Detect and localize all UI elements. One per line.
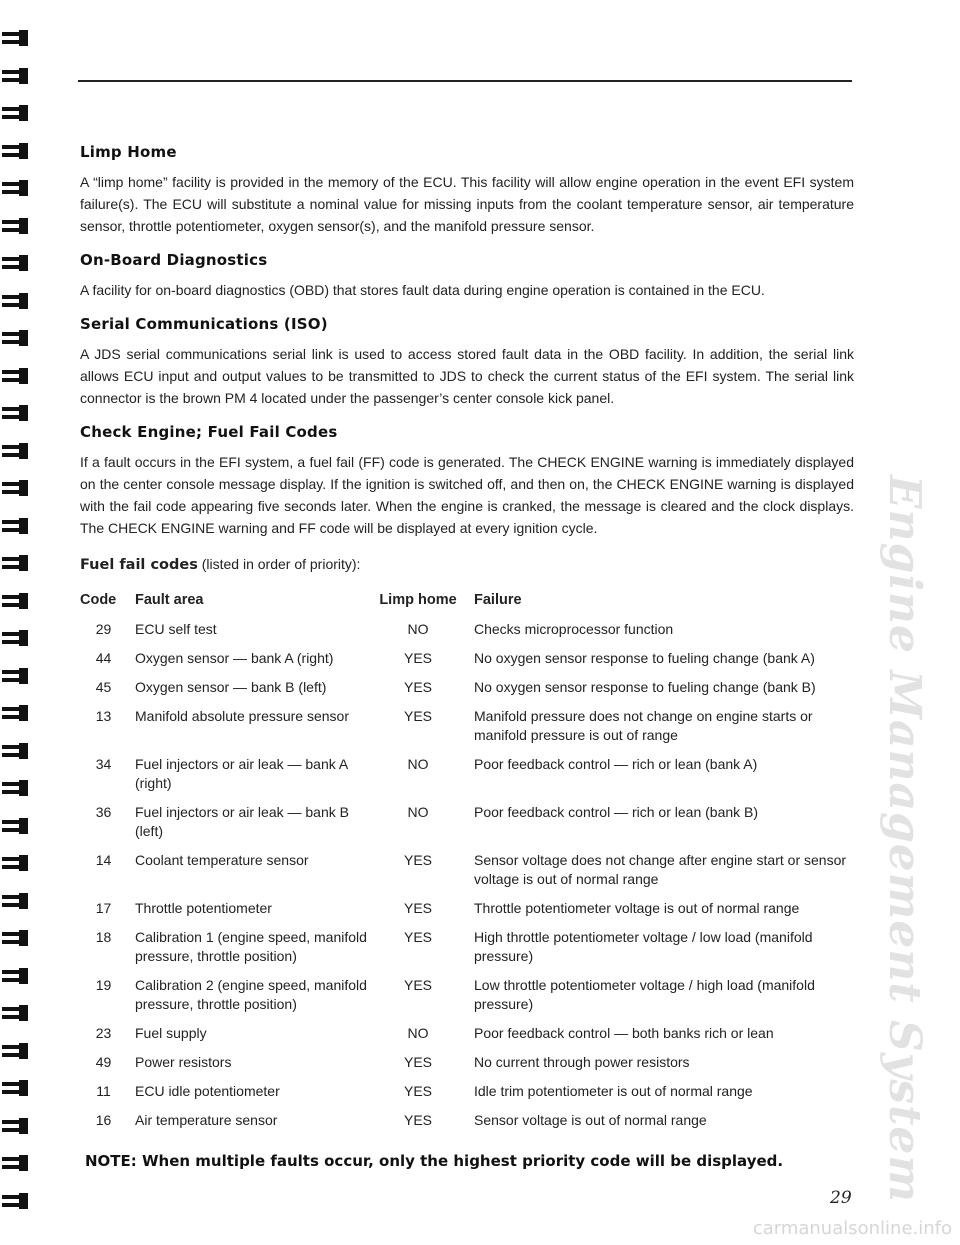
side-title xyxy=(872,475,932,1203)
limp-home-value: YES xyxy=(403,900,432,916)
section-body-serial: A JDS serial communications serial link is used to access stored fault data in the OBD facility. In addition, the serial link allows ECU input and output values to be transmitted to JDS to check the current status of the EFI system. The serial link connector is the brown PM 4 located under the passenger’s center console kick panel. xyxy=(80,346,854,406)
fault-code: 49 xyxy=(95,1054,112,1070)
table-row xyxy=(80,899,854,918)
table-header xyxy=(80,586,854,614)
fault-area: Coolant temperature sensor xyxy=(135,852,309,868)
section-body-obd: A facility for on-board diagnostics (OBD) that stores fault data during engine operation is contained in the ECU. xyxy=(80,282,765,298)
binding-mark xyxy=(2,1080,30,1096)
failure-description: Sensor voltage does not change after engine start or sensor voltage is out of normal range xyxy=(474,852,847,887)
binding-mark xyxy=(2,930,30,946)
fault-area: Air temperature sensor xyxy=(135,1112,278,1128)
binding-mark xyxy=(2,255,30,271)
limp-home-value: NO xyxy=(407,621,429,637)
header-limp-home: Limp home xyxy=(379,591,457,608)
table-row xyxy=(80,928,854,966)
binding-mark xyxy=(2,480,30,496)
table-row xyxy=(80,976,854,1014)
limp-home-value: YES xyxy=(403,977,432,993)
section-body-limp-home: A “limp home” facility is provided in the memory of the ECU. This facility will allow engine operation in the event EFI system failure(s). The ECU will substitute a nominal value for missing inputs from the coolant temperature sensor, air temperature sensor, throttle potentiometer, oxygen sensor(s), and the manifold pressure sensor. xyxy=(80,174,854,234)
limp-home-value: YES xyxy=(403,708,432,724)
failure-description: Sensor voltage is out of normal range xyxy=(474,1112,707,1128)
failure-description: Poor feedback control — both banks rich or lean xyxy=(474,1025,774,1041)
binding-mark xyxy=(2,30,30,46)
binding-mark xyxy=(2,743,30,759)
binding-mark xyxy=(2,780,30,796)
table-row xyxy=(80,1024,854,1043)
binding-mark xyxy=(2,818,30,834)
binding-mark xyxy=(2,893,30,909)
limp-home-value: NO xyxy=(407,804,429,820)
note: NOTE: When multiple faults occur, only the highest priority code will be displayed. xyxy=(85,1152,784,1170)
limp-home-value: NO xyxy=(407,756,429,772)
binding-mark xyxy=(2,968,30,984)
binding-mark xyxy=(2,1155,30,1171)
binding-mark xyxy=(2,518,30,534)
table-row xyxy=(80,678,854,697)
table-row xyxy=(80,649,854,668)
fault-area: Power resistors xyxy=(135,1054,232,1070)
limp-home-value: YES xyxy=(403,852,432,868)
section-heading-check-engine: Check Engine; Fuel Fail Codes xyxy=(80,423,338,441)
binding-mark xyxy=(2,1005,30,1021)
header-code: Code xyxy=(80,591,117,608)
watermark: carmanualsonline.info xyxy=(752,1218,952,1239)
fault-code: 44 xyxy=(95,650,112,666)
binding-mark xyxy=(2,105,30,121)
failure-description: Poor feedback control — rich or lean (bank B) xyxy=(474,804,759,820)
fault-area: Oxygen sensor — bank B (left) xyxy=(135,679,327,695)
fault-area: Throttle potentiometer xyxy=(135,900,272,916)
binding-mark xyxy=(2,405,30,421)
binding-mark xyxy=(2,1043,30,1059)
fault-code: 19 xyxy=(95,977,112,993)
fault-code: 29 xyxy=(95,621,112,637)
table-row xyxy=(80,1053,854,1072)
binding-mark xyxy=(2,368,30,384)
binding-mark xyxy=(2,1118,30,1134)
fuel-fail-codes-label-suffix: (listed in order of priority): xyxy=(197,556,361,572)
binding-mark xyxy=(2,705,30,721)
fault-code: 16 xyxy=(95,1112,112,1128)
limp-home-value: YES xyxy=(403,679,432,695)
fault-code: 14 xyxy=(95,852,112,868)
failure-description: Poor feedback control — rich or lean (bank A) xyxy=(474,756,758,772)
limp-home-value: YES xyxy=(403,1112,432,1128)
section-heading-serial: Serial Communications (ISO) xyxy=(80,315,328,333)
header-fault-area: Fault area xyxy=(135,591,204,608)
fault-code: 18 xyxy=(95,929,112,945)
table-row xyxy=(80,620,854,639)
fault-code: 36 xyxy=(95,804,112,820)
table-row xyxy=(80,755,854,793)
fault-code: 23 xyxy=(95,1025,112,1041)
fault-code: 13 xyxy=(95,708,112,724)
binding-mark xyxy=(2,630,30,646)
binding-mark xyxy=(2,668,30,684)
table-row xyxy=(80,803,854,841)
side-title-text: Engine Management System xyxy=(879,475,930,1203)
fuel-fail-codes-label: Fuel fail codes xyxy=(80,557,198,573)
section-heading-limp-home: Limp Home xyxy=(80,143,177,161)
failure-description: Checks microprocessor function xyxy=(474,621,674,637)
table-row xyxy=(80,1111,854,1130)
fault-code: 11 xyxy=(96,1083,111,1099)
fuel-fail-codes-table xyxy=(80,586,854,1130)
binding-mark xyxy=(2,180,30,196)
page-content xyxy=(80,143,854,1140)
binding-mark xyxy=(2,293,30,309)
limp-home-value: YES xyxy=(403,1083,432,1099)
fault-area: ECU self test xyxy=(135,621,217,637)
failure-description: High throttle potentiometer voltage / low load (manifold pressure) xyxy=(474,929,813,964)
binding-marks xyxy=(0,0,50,1245)
fault-area: Manifold absolute pressure sensor xyxy=(135,708,350,724)
binding-mark xyxy=(2,330,30,346)
binding-mark xyxy=(2,855,30,871)
binding-mark xyxy=(2,143,30,159)
fault-code: 17 xyxy=(95,900,112,916)
table-body xyxy=(80,620,854,1130)
fault-area: Fuel injectors or air leak — bank B (left) xyxy=(135,804,349,839)
limp-home-value: NO xyxy=(407,1025,429,1041)
limp-home-value: YES xyxy=(403,650,432,666)
table-row xyxy=(80,851,854,889)
fuel-fail-codes-intro xyxy=(80,553,854,576)
fault-area: ECU idle potentiometer xyxy=(135,1083,280,1099)
failure-description: Manifold pressure does not change on engine starts or manifold pressure is out of range xyxy=(474,708,813,743)
failure-description: No oxygen sensor response to fueling change (bank A) xyxy=(474,650,815,666)
binding-mark xyxy=(2,218,30,234)
section-body-check-engine: If a fault occurs in the EFI system, a fuel fail (FF) code is generated. The CHECK ENGINE warning is immediately displayed on the center console message display. If the ignition is switched off, and then on, the CHECK ENGINE warning is displayed with the fail code appearing five seconds later. When the engine is cranked, the message is cleared and the clock displays. The CHECK ENGINE warning and FF code will be displayed at every ignition cycle. xyxy=(80,454,854,536)
binding-mark xyxy=(2,443,30,459)
fault-area: Fuel injectors or air leak — bank A (right) xyxy=(135,756,348,791)
binding-mark xyxy=(2,593,30,609)
binding-mark xyxy=(2,68,30,84)
fault-area: Fuel supply xyxy=(135,1025,207,1041)
limp-home-value: YES xyxy=(403,929,432,945)
table-row xyxy=(80,1082,854,1101)
section-heading-obd: On-Board Diagnostics xyxy=(80,251,268,269)
failure-description: Idle trim potentiometer is out of normal range xyxy=(474,1083,753,1099)
header-failure: Failure xyxy=(474,591,522,608)
page-number: 29 xyxy=(830,1188,852,1208)
failure-description: No current through power resistors xyxy=(474,1054,690,1070)
fault-area: Calibration 2 (engine speed, manifold pressure, throttle position) xyxy=(135,977,367,1012)
failure-description: Low throttle potentiometer voltage / high load (manifold pressure) xyxy=(474,977,815,1012)
binding-mark xyxy=(2,555,30,571)
header-rule xyxy=(78,80,852,82)
fault-area: Oxygen sensor — bank A (right) xyxy=(135,650,334,666)
fault-code: 45 xyxy=(95,679,112,695)
failure-description: Throttle potentiometer voltage is out of normal range xyxy=(474,900,800,916)
table-row xyxy=(80,707,854,745)
failure-description: No oxygen sensor response to fueling change (bank B) xyxy=(474,679,816,695)
binding-mark xyxy=(2,1193,30,1209)
fault-code: 34 xyxy=(95,756,112,772)
fault-area: Calibration 1 (engine speed, manifold pressure, throttle position) xyxy=(135,929,367,964)
limp-home-value: YES xyxy=(403,1054,432,1070)
